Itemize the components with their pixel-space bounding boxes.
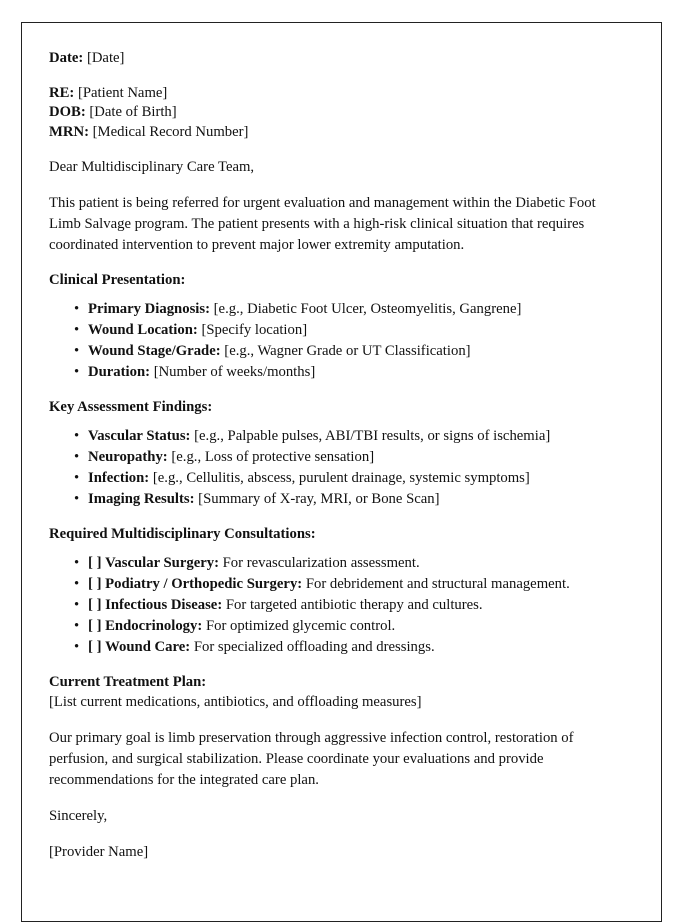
list-item-label: Neuropathy:	[88, 449, 168, 466]
closing-paragraph: Our primary goal is limb preservation through aggressive infection control, restoration of perfusion, and surgical stabilization. Please coordinate your evaluations and provide recommendations for the integrated care plan.	[49, 730, 574, 788]
spacer	[49, 142, 631, 157]
key-assessment-findings-list	[49, 426, 631, 510]
consultation-label: Vascular Surgery:	[105, 555, 219, 572]
consultations-list	[49, 553, 631, 657]
document-body	[22, 23, 661, 863]
list-item	[49, 468, 631, 489]
list-item	[49, 426, 631, 447]
list-item-label: Vascular Status:	[88, 428, 191, 445]
list-item-value: [e.g., Palpable pulses, ABI/TBI results, or signs of ischemia]	[194, 428, 551, 445]
list-item-value: [Summary of X-ray, MRI, or Bone Scan]	[198, 490, 440, 507]
spacer	[49, 290, 631, 299]
dob-line	[49, 103, 631, 123]
spacer	[49, 510, 631, 525]
spacer	[49, 791, 631, 806]
list-item	[49, 320, 631, 341]
salutation: Dear Multidisciplinary Care Team,	[49, 159, 255, 176]
intro-paragraph: This patient is being referred for urgent evaluation and management within the Diabetic Foot Limb Salvage program. The patient presents with a high-risk clinical situation that requires coordinated intervention to prevent major lower extremity amputation.	[49, 195, 596, 253]
section-heading-current-treatment-plan: Current Treatment Plan:	[49, 673, 207, 690]
consultation-label: Infectious Disease:	[105, 597, 223, 614]
consultation-value: For revascularization assessment.	[222, 555, 420, 572]
re-value: [Patient Name]	[77, 84, 168, 101]
spacer	[49, 417, 631, 426]
consultation-item[interactable]	[49, 574, 631, 595]
date-label: Date:	[49, 50, 84, 66]
consultation-item[interactable]	[49, 616, 631, 637]
spacer	[49, 658, 631, 673]
signoff: Sincerely,	[49, 807, 108, 824]
list-item-value: [e.g., Diabetic Foot Ulcer, Osteomyelitis, Gangrene]	[213, 301, 522, 318]
consultation-value: For optimized glycemic control.	[205, 617, 396, 634]
list-item	[49, 341, 631, 362]
list-item	[49, 299, 631, 320]
section-heading-key-assessment-findings: Key Assessment Findings:	[49, 398, 213, 415]
consultation-item[interactable]	[49, 553, 631, 574]
spacer	[49, 256, 631, 271]
list-item	[49, 489, 631, 510]
list-item-label: Primary Diagnosis:	[88, 301, 210, 318]
list-item	[49, 447, 631, 468]
spacer	[49, 544, 631, 553]
date-value: [Date]	[86, 50, 125, 66]
clinical-presentation-list	[49, 299, 631, 383]
mrn-line	[49, 123, 631, 143]
checkbox-icon[interactable]: [ ]	[88, 576, 102, 593]
list-item-value: [e.g., Wagner Grade or UT Classification]	[224, 342, 471, 359]
consultation-value: For specialized offloading and dressings.	[193, 638, 435, 655]
consultation-label: Endocrinology:	[105, 617, 203, 634]
checkbox-icon[interactable]: [ ]	[88, 617, 102, 634]
document-page	[21, 22, 662, 922]
spacer	[49, 383, 631, 398]
list-item-label: Duration:	[88, 363, 151, 380]
checkbox-icon[interactable]: [ ]	[88, 555, 102, 572]
mrn-label: MRN:	[49, 123, 89, 140]
consultation-item[interactable]	[49, 595, 631, 616]
consultation-label: Podiatry / Orthopedic Surgery:	[105, 576, 303, 593]
list-item-value: [Specify location]	[201, 322, 308, 339]
list-item-value: [e.g., Loss of protective sensation]	[171, 449, 375, 466]
list-item-label: Wound Stage/Grade:	[88, 342, 221, 359]
checkbox-icon[interactable]: [ ]	[88, 638, 102, 655]
date-line	[49, 49, 631, 69]
list-item-label: Infection:	[88, 470, 150, 487]
consultation-label: Wound Care:	[105, 638, 191, 655]
checkbox-icon[interactable]: [ ]	[88, 597, 102, 614]
re-label: RE:	[49, 84, 75, 101]
list-item-label: Imaging Results:	[88, 490, 195, 507]
dob-value: [Date of Birth]	[89, 104, 177, 121]
list-item-value: [e.g., Cellulitis, abscess, purulent drainage, systemic symptoms]	[152, 470, 530, 487]
list-item-value: [Number of weeks/months]	[153, 363, 316, 380]
mrn-value: [Medical Record Number]	[92, 123, 249, 140]
signature-name: [Provider Name]	[49, 843, 149, 860]
consultation-item[interactable]	[49, 637, 631, 658]
consultation-value: For targeted antibiotic therapy and cultures.	[225, 597, 483, 614]
re-line	[49, 84, 631, 104]
spacer	[49, 827, 631, 842]
section-heading-clinical-presentation: Clinical Presentation:	[49, 271, 186, 288]
spacer	[49, 713, 631, 728]
list-item-label: Wound Location:	[88, 322, 198, 339]
section-heading-required-consultations: Required Multidisciplinary Consultations:	[49, 525, 316, 542]
spacer	[49, 178, 631, 193]
dob-label: DOB:	[49, 104, 86, 121]
spacer	[49, 69, 631, 84]
treatment-plan-value: [List current medications, antibiotics, and offloading measures]	[49, 694, 422, 711]
consultation-value: For debridement and structural management.	[305, 576, 570, 593]
list-item	[49, 362, 631, 383]
